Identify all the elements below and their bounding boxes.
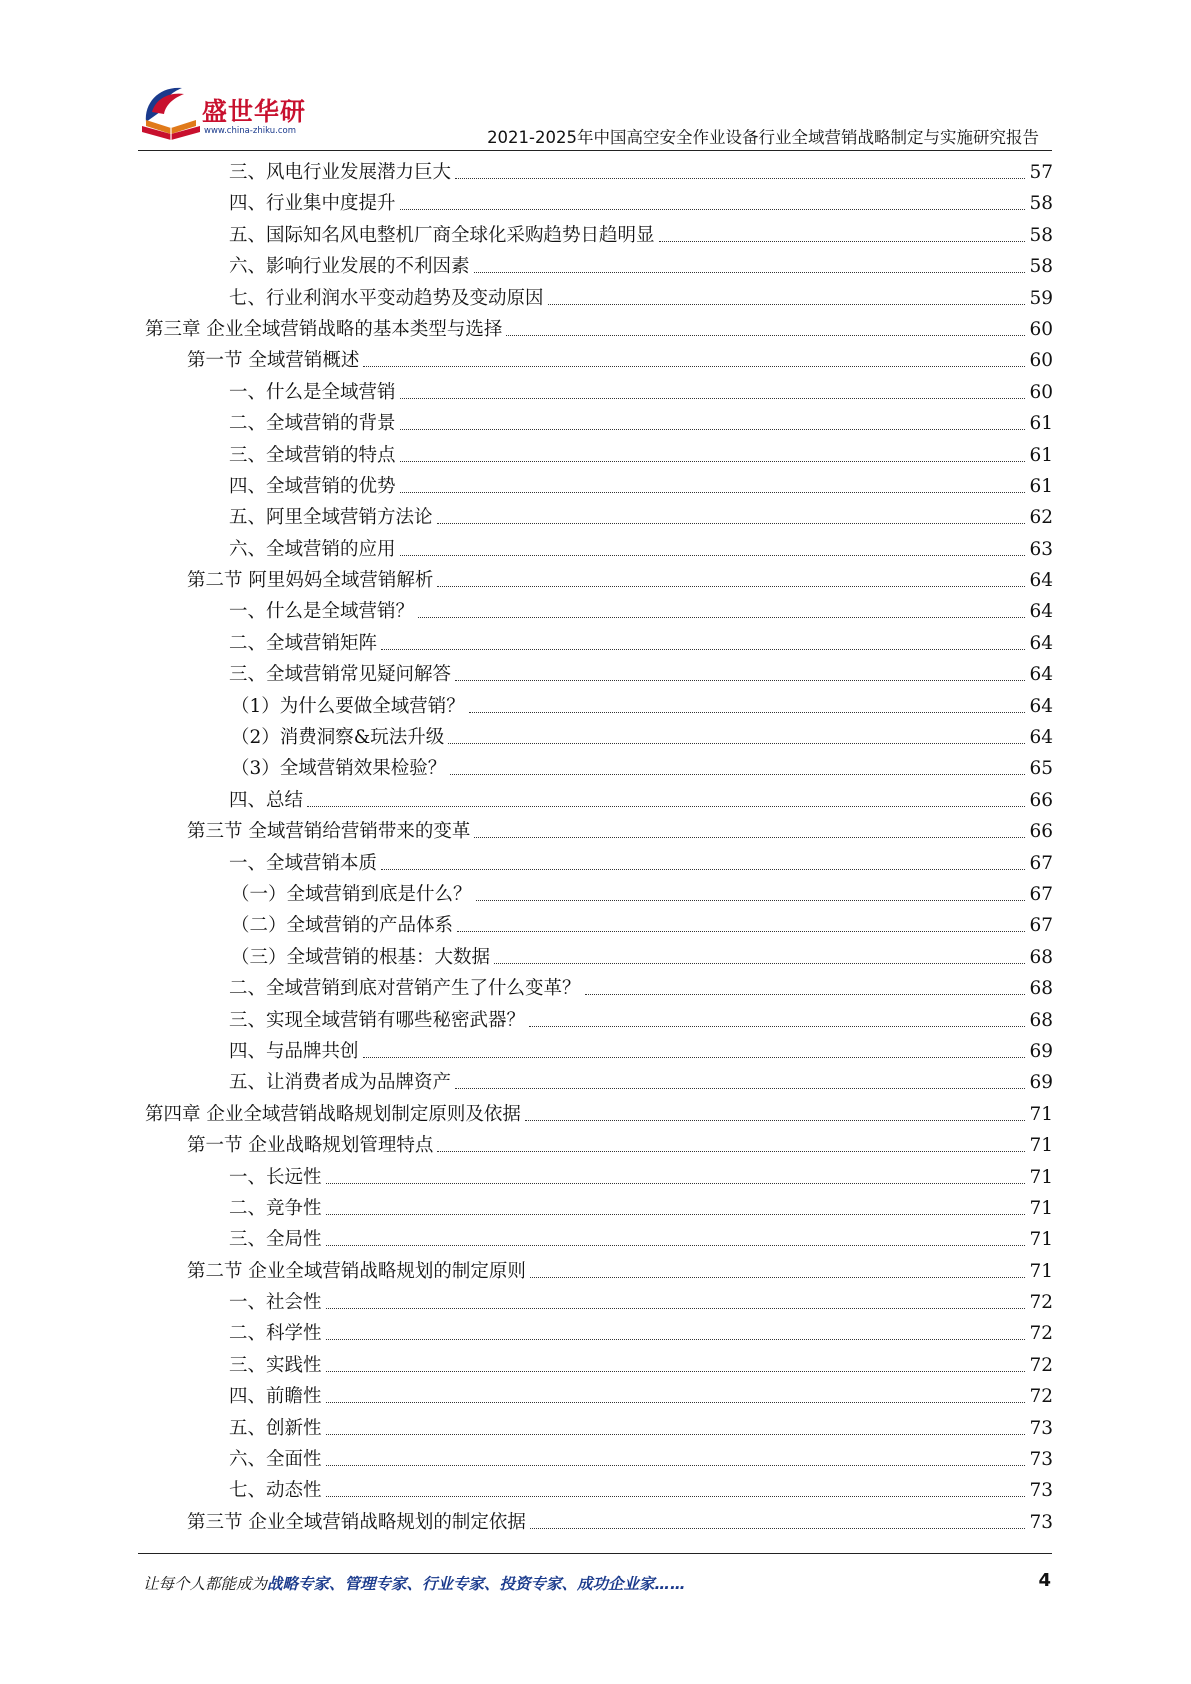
- toc-entry-page: 67: [1029, 915, 1053, 937]
- toc-entry-page: 71: [1029, 1260, 1053, 1282]
- toc-entry[interactable]: [229, 380, 1053, 411]
- toc-entry-title: 第一节 企业战略规划管理特点: [187, 1135, 434, 1157]
- toc-entry-page: 61: [1029, 413, 1053, 435]
- toc-entry-page: 72: [1029, 1386, 1053, 1408]
- book-swoosh-logo-icon: [138, 82, 204, 144]
- toc-entry-page: 57: [1029, 162, 1053, 183]
- toc-entry[interactable]: [229, 1070, 1053, 1101]
- toc-leader-dots: [437, 568, 1025, 587]
- toc-leader-dots: [363, 348, 1025, 367]
- toc-entry[interactable]: [229, 286, 1053, 317]
- toc-entry-title: 七、动态性: [229, 1480, 322, 1502]
- logo-url: www.china-zhiku.com: [204, 126, 296, 136]
- toc-entry-title: （1）为什么要做全域营销？: [231, 695, 465, 717]
- toc-entry[interactable]: [229, 631, 1053, 662]
- toc-entry-page: 64: [1029, 664, 1053, 686]
- toc-entry-page: 60: [1029, 381, 1053, 403]
- toc-entry-title: 二、全域营销到底对营销产生了什么变革？: [229, 978, 581, 1000]
- toc-entry-page: 68: [1029, 1009, 1053, 1031]
- toc-entry[interactable]: [229, 443, 1053, 474]
- toc-entry[interactable]: [229, 1384, 1053, 1415]
- toc-leader-dots: [455, 662, 1025, 681]
- toc-entry-title: 四、全域营销的优势: [229, 475, 396, 497]
- toc-leader-dots: [326, 1165, 1025, 1184]
- toc-entry-page: 58: [1029, 256, 1053, 278]
- toc-entry[interactable]: [229, 411, 1053, 442]
- toc-entry-title: 第三章 企业全域营销战略的基本类型与选择: [145, 318, 503, 340]
- toc-entry-title: 六、全面性: [229, 1449, 322, 1471]
- toc-entry[interactable]: [187, 1510, 1053, 1541]
- toc-entry[interactable]: [229, 851, 1053, 882]
- toc-entry[interactable]: [231, 725, 1053, 756]
- toc-entry-page: 64: [1029, 727, 1053, 749]
- toc-entry[interactable]: [231, 756, 1053, 787]
- toc-leader-dots: [326, 1447, 1025, 1466]
- toc-entry[interactable]: [187, 819, 1053, 850]
- footer-divider: [138, 1553, 1052, 1554]
- toc-entry[interactable]: [229, 223, 1053, 254]
- toc-entry-title: 第二节 阿里妈妈全域营销解析: [187, 570, 434, 592]
- toc-leader-dots: [455, 1070, 1025, 1089]
- toc-leader-dots: [326, 1384, 1025, 1403]
- toc-entry-title: 一、什么是全域营销？: [229, 601, 415, 623]
- toc-entry-page: 73: [1029, 1449, 1053, 1471]
- toc-entry-page: 67: [1029, 883, 1053, 905]
- toc-entry-title: 四、与品牌共创: [229, 1040, 359, 1062]
- toc-leader-dots: [400, 537, 1025, 556]
- toc-entry-title: 五、让消费者成为品牌资产: [229, 1072, 452, 1094]
- toc-entry-page: 73: [1029, 1417, 1053, 1439]
- toc-leader-dots: [437, 505, 1025, 524]
- toc-entry-page: 66: [1029, 821, 1053, 843]
- toc-entry[interactable]: [229, 191, 1053, 222]
- toc-entry-title: 一、长远性: [229, 1166, 322, 1188]
- toc-entry[interactable]: [229, 662, 1053, 693]
- toc-leader-dots: [400, 191, 1025, 210]
- toc-entry-page: 61: [1029, 444, 1053, 466]
- toc-entry-page: 62: [1029, 507, 1053, 529]
- toc-entry[interactable]: [229, 1039, 1053, 1070]
- toc-leader-dots: [474, 819, 1025, 838]
- toc-entry-title: 六、全域营销的应用: [229, 538, 396, 560]
- toc-entry-title: 五、国际知名风电整机厂商全球化采购趋势日趋明显: [229, 224, 655, 246]
- toc-entry-title: 一、全域营销本质: [229, 852, 378, 874]
- toc-entry-title: 四、总结: [229, 789, 304, 811]
- toc-entry[interactable]: [229, 474, 1053, 505]
- toc-entry[interactable]: [229, 788, 1053, 819]
- toc-leader-dots: [400, 474, 1025, 493]
- toc-entry-title: 三、风电行业发展潜力巨大: [229, 162, 452, 183]
- toc-leader-dots: [455, 160, 1025, 179]
- toc-leader-dots: [326, 1353, 1025, 1372]
- toc-entry-title: 四、前瞻性: [229, 1386, 322, 1408]
- toc-entry-title: 四、行业集中度提升: [229, 193, 396, 215]
- toc-entry[interactable]: [229, 160, 1053, 191]
- toc-entry[interactable]: [229, 1290, 1053, 1321]
- toc-entry-page: 59: [1029, 287, 1053, 309]
- toc-leader-dots: [530, 1510, 1025, 1529]
- toc-leader-dots: [307, 788, 1025, 807]
- toc-leader-dots: [363, 1039, 1025, 1058]
- toc-leader-dots: [476, 882, 1025, 901]
- toc-entry-page: 72: [1029, 1292, 1053, 1314]
- toc-leader-dots: [381, 851, 1025, 870]
- toc-leader-dots: [469, 694, 1025, 713]
- toc-entry-page: 60: [1029, 318, 1053, 340]
- toc-entry-title: 第二节 企业全域营销战略规划的制定原则: [187, 1260, 526, 1282]
- toc-entry-title: 第三节 全域营销给营销带来的变革: [187, 821, 471, 843]
- toc-entry[interactable]: [229, 537, 1053, 568]
- toc-entry-title: 七、行业利润水平变动趋势及变动原因: [229, 287, 544, 309]
- toc-entry-page: 64: [1029, 570, 1053, 592]
- logo-name: 盛世华研: [202, 97, 307, 126]
- toc-entry-page: 71: [1029, 1166, 1053, 1188]
- page-header: [0, 0, 1191, 150]
- toc-entry-title: 六、影响行业发展的不利因素: [229, 256, 470, 278]
- toc-entry-page: 71: [1029, 1197, 1053, 1219]
- toc-entry-title: 第一节 全域营销概述: [187, 350, 360, 372]
- toc-entry-title: 三、全域营销常见疑问解答: [229, 664, 452, 686]
- toc-entry-page: 64: [1029, 695, 1053, 717]
- toc-leader-dots: [659, 223, 1025, 242]
- toc-leader-dots: [548, 286, 1025, 305]
- toc-entry[interactable]: [187, 1259, 1053, 1290]
- toc-entry[interactable]: [229, 1353, 1053, 1384]
- toc-entry-page: 66: [1029, 789, 1053, 811]
- toc-entry-title: （2）消费洞察&玩法升级: [231, 727, 445, 749]
- toc-entry[interactable]: [229, 1447, 1053, 1478]
- toc-entry[interactable]: [229, 1008, 1053, 1039]
- toc-entry[interactable]: [229, 254, 1053, 285]
- toc-leader-dots: [326, 1290, 1025, 1309]
- toc-leader-dots: [400, 443, 1025, 462]
- toc-entry-page: 64: [1029, 601, 1053, 623]
- toc-entry-title: 三、实践性: [229, 1354, 322, 1376]
- toc-entry[interactable]: [187, 1133, 1053, 1164]
- toc-leader-dots: [326, 1321, 1025, 1340]
- header-divider: [138, 150, 1052, 151]
- toc-entry-title: 三、全局性: [229, 1229, 322, 1251]
- toc-leader-dots: [400, 380, 1025, 399]
- toc-entry-page: 72: [1029, 1354, 1053, 1376]
- toc-leader-dots: [450, 756, 1025, 775]
- toc-leader-dots: [474, 254, 1025, 273]
- toc-entry-title: 五、创新性: [229, 1417, 322, 1439]
- toc-leader-dots: [530, 1259, 1025, 1278]
- toc-entry-title: 三、实现全域营销有哪些秘密武器？: [229, 1009, 526, 1031]
- toc-entry[interactable]: [231, 694, 1053, 725]
- toc-entry[interactable]: [229, 599, 1053, 630]
- toc-entry-title: （一）全域营销到底是什么？: [231, 883, 472, 905]
- toc-leader-dots: [381, 631, 1025, 650]
- toc-entry-page: 71: [1029, 1229, 1053, 1251]
- toc-entry[interactable]: [229, 976, 1053, 1007]
- toc-entry-page: 68: [1029, 978, 1053, 1000]
- toc-entry-page: 65: [1029, 758, 1053, 780]
- toc-entry[interactable]: [187, 348, 1053, 379]
- toc-leader-dots: [448, 725, 1025, 744]
- toc-leader-dots: [437, 1133, 1025, 1152]
- toc-leader-dots: [326, 1196, 1025, 1215]
- toc-entry[interactable]: [229, 1321, 1053, 1352]
- toc-entry[interactable]: [229, 1165, 1053, 1196]
- toc-leader-dots: [326, 1416, 1025, 1435]
- toc-entry-page: 71: [1029, 1135, 1053, 1157]
- footer-slogan: [143, 1572, 686, 1594]
- toc-leader-dots: [529, 1008, 1025, 1027]
- toc-entry-page: 73: [1029, 1511, 1053, 1533]
- toc-leader-dots: [525, 1102, 1025, 1121]
- toc-entry-page: 63: [1029, 538, 1053, 560]
- toc-entry-page: 68: [1029, 946, 1053, 968]
- company-logo: [138, 82, 318, 148]
- toc-entry[interactable]: [187, 568, 1053, 599]
- toc-leader-dots: [494, 945, 1025, 964]
- toc-entry-page: 69: [1029, 1072, 1053, 1094]
- toc-entry[interactable]: [229, 1227, 1053, 1258]
- toc-entry-page: 69: [1029, 1040, 1053, 1062]
- toc-entry[interactable]: [145, 1102, 1053, 1133]
- report-title: 2021-2025年中国高空安全作业设备行业全域营销战略制定与实施研究报告: [487, 128, 1039, 147]
- toc-entry-title: （三）全域营销的根基：大数据: [231, 946, 491, 968]
- toc-entry-title: 二、全域营销矩阵: [229, 632, 378, 654]
- toc-entry-title: 二、竞争性: [229, 1197, 322, 1219]
- toc-entry[interactable]: [145, 317, 1053, 348]
- toc-leader-dots: [506, 317, 1025, 336]
- toc-leader-dots: [326, 1227, 1025, 1246]
- toc-entry[interactable]: [231, 913, 1053, 944]
- toc-entry-title: 二、科学性: [229, 1323, 322, 1345]
- toc-entry-title: 二、全域营销的背景: [229, 413, 396, 435]
- page-number: 4: [1038, 1570, 1051, 1591]
- toc-entry[interactable]: [229, 505, 1053, 536]
- toc-entry-page: 58: [1029, 193, 1053, 215]
- toc-entry-page: 67: [1029, 852, 1053, 874]
- toc-entry[interactable]: [231, 945, 1053, 976]
- toc-entry[interactable]: [229, 1196, 1053, 1227]
- toc-leader-dots: [326, 1478, 1025, 1497]
- footer-slogan-highlight: 战略专家、管理专家、行业专家、投资专家、成功企业家……: [267, 1575, 686, 1593]
- toc-entry-page: 58: [1029, 224, 1053, 246]
- toc-entry-page: 64: [1029, 632, 1053, 654]
- toc-entry-title: 三、全域营销的特点: [229, 444, 396, 466]
- toc-leader-dots: [585, 976, 1025, 995]
- toc-entry-title: （3）全域营销效果检验？: [231, 758, 447, 780]
- toc-entry-page: 73: [1029, 1480, 1053, 1502]
- toc-leader-dots: [457, 913, 1025, 932]
- toc-entry-page: 71: [1029, 1103, 1053, 1125]
- toc-entry-page: 61: [1029, 475, 1053, 497]
- table-of-contents: [0, 160, 1191, 1541]
- toc-entry-page: 72: [1029, 1323, 1053, 1345]
- toc-entry-title: （二）全域营销的产品体系: [231, 915, 454, 937]
- footer-slogan-lead: 让每个人都能成为: [143, 1575, 268, 1593]
- toc-entry[interactable]: [229, 1478, 1053, 1509]
- toc-entry[interactable]: [229, 1416, 1053, 1447]
- toc-leader-dots: [400, 411, 1025, 430]
- toc-entry-title: 一、什么是全域营销: [229, 381, 396, 403]
- toc-entry-title: 第三节 企业全域营销战略规划的制定依据: [187, 1511, 526, 1533]
- toc-entry-title: 一、社会性: [229, 1292, 322, 1314]
- toc-entry-title: 五、阿里全域营销方法论: [229, 507, 433, 529]
- toc-entry-page: 60: [1029, 350, 1053, 372]
- toc-leader-dots: [418, 599, 1025, 618]
- toc-entry[interactable]: [231, 882, 1053, 913]
- toc-entry-title: 第四章 企业全域营销战略规划制定原则及依据: [145, 1103, 521, 1125]
